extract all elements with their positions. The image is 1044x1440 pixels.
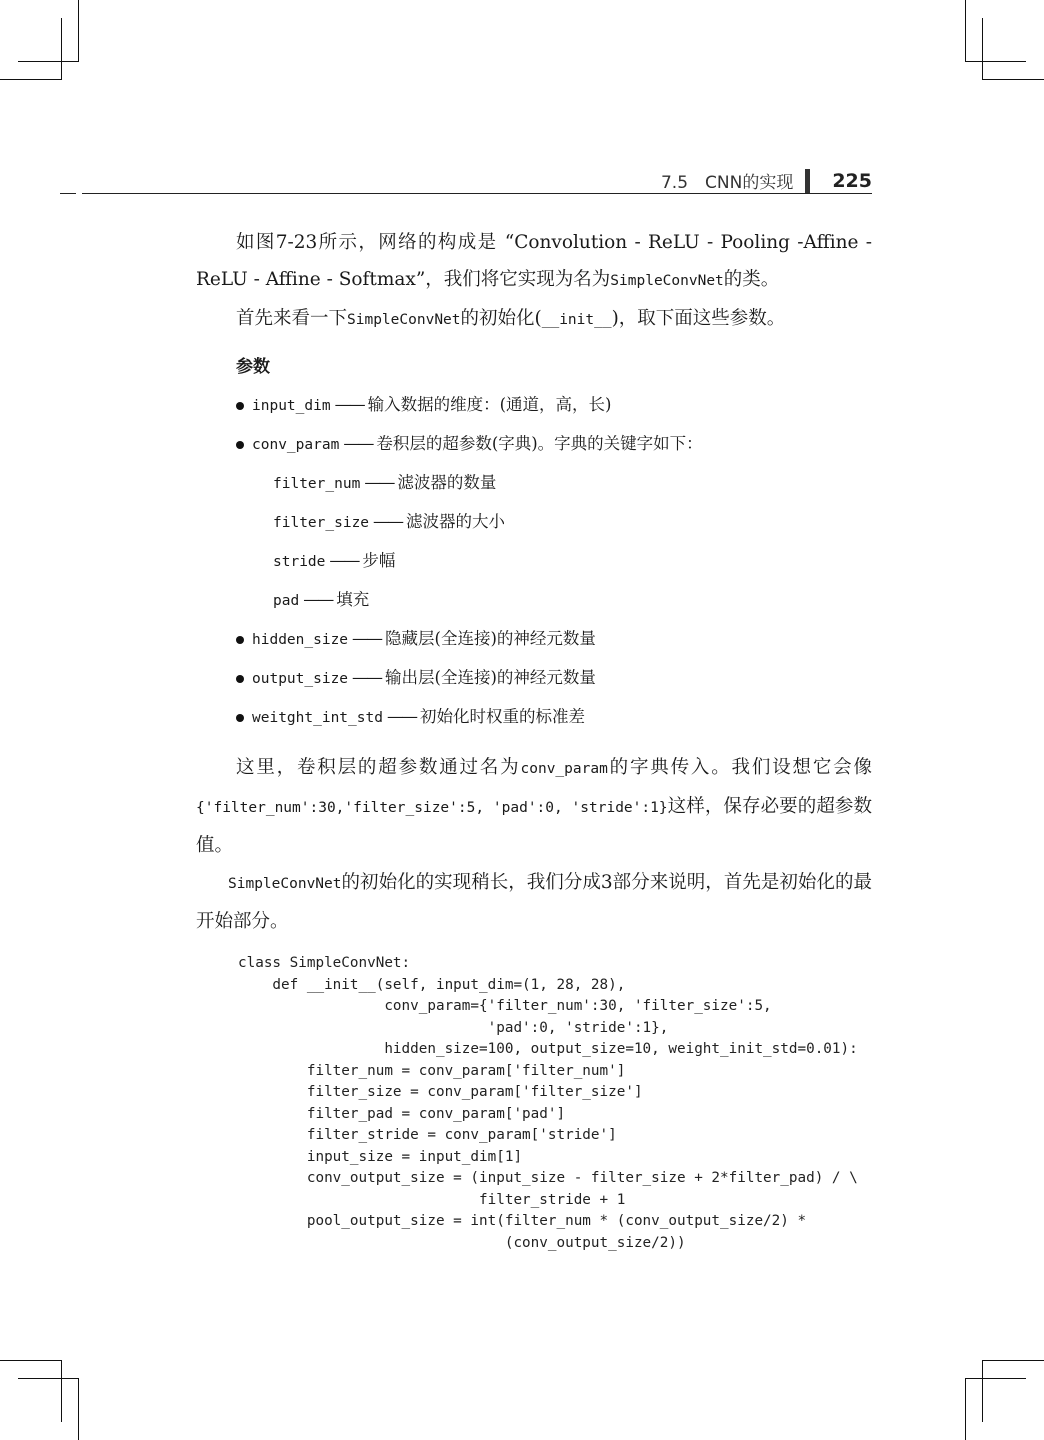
text: )，取下面这些参数。 — [611, 308, 786, 329]
code-inline: __init__ — [541, 312, 612, 328]
code-inline: SimpleConvNet — [228, 876, 342, 892]
running-header — [661, 168, 872, 193]
list-item — [236, 542, 872, 581]
list-item — [236, 620, 872, 659]
param-desc: 输入数据的维度：(通道，高，长) — [367, 395, 612, 414]
code-inline: SimpleConvNet — [347, 312, 461, 328]
list-item — [236, 425, 872, 464]
text: 如图7-23所示，网络的构成是 “Convolution - ReLU - Pooling -Affine - ReLU - Affine - Softmax”，我们将它实现为名为 — [196, 232, 872, 290]
param-desc: 卷积层的超参数(字典)。字典的关键字如下： — [376, 434, 703, 453]
bullet-icon — [236, 441, 244, 449]
code-block: class SimpleConvNet: def __init__(self, input_dim=(1, 28, 28), conv_param={'filter_num':30, 'filter_size':5, 'pad':0, 'stride':1}, hidden_size=100, output_size=10, weight_init_std=0.01): filter_num = conv_param['filter_num'] filter_size = conv_param['filter_size'] filter_pad = conv_param['pad'] filter_stride = conv_param['stride'] input_size = input_dim[1] conv_output_size = (input_size - filter_size + 2*filter_pad) / \ filter_stride + 1 pool_output_size = int(filter_num * (conv_output_size/2) * (conv_output_size/2)) — [238, 955, 858, 1251]
paragraph — [196, 864, 872, 940]
code-inline: conv_param — [520, 761, 608, 777]
param-name: output_size — [252, 671, 349, 687]
dash: —— — [329, 551, 359, 570]
text: 首先来看一下 — [236, 308, 348, 329]
param-name: input_dim — [252, 398, 331, 414]
param-desc: 步幅 — [362, 551, 396, 570]
param-desc: 初始化时权重的标准差 — [419, 707, 585, 726]
body-text — [196, 224, 872, 940]
list-item — [236, 464, 872, 503]
bullet-icon — [236, 714, 244, 722]
list-item — [236, 581, 872, 620]
section-title: 7.5 CNN的实现 — [660, 173, 794, 193]
dash: —— — [386, 707, 416, 726]
code-inline: SimpleConvNet — [610, 273, 724, 289]
list-item — [236, 698, 872, 737]
param-name: weitght_int_std — [252, 710, 383, 726]
bullet-icon — [236, 402, 244, 410]
dash: —— — [334, 395, 364, 414]
dash: —— — [352, 629, 382, 648]
text: 这里，卷积层的超参数通过名为 — [236, 757, 521, 778]
text: 的初始化( — [460, 308, 542, 329]
param-name: stride — [273, 554, 326, 570]
header-rule — [82, 193, 872, 194]
dash: —— — [373, 512, 403, 531]
text: 的字典传入。我们设想它会像 — [607, 757, 872, 778]
param-name: filter_size — [273, 515, 370, 531]
header-rule — [60, 193, 76, 194]
code-inline: {'filter_num':30,'filter_size':5, 'pad':0, 'stride':1} — [196, 800, 668, 816]
paragraph — [196, 300, 872, 339]
paragraph — [196, 749, 872, 864]
text: 的初始化的实现稍长，我们分成3部分来说明，首先是初始化的最开始部分。 — [196, 872, 872, 932]
param-desc: 滤波器的数量 — [397, 473, 497, 492]
param-desc: 填充 — [336, 590, 370, 609]
dash: —— — [352, 668, 382, 687]
param-name: hidden_size — [252, 632, 349, 648]
dash: —— — [303, 590, 333, 609]
params-heading: 参数 — [236, 357, 270, 377]
list-item — [236, 386, 872, 425]
page-number: 225 — [832, 169, 872, 192]
dash: —— — [364, 473, 394, 492]
paragraph — [196, 224, 872, 300]
param-name: pad — [273, 593, 300, 609]
header-bar — [805, 169, 810, 193]
list-item — [236, 503, 872, 542]
dash: —— — [343, 434, 373, 453]
param-list — [196, 386, 872, 737]
text: 这样，保存必要的超参数值。 — [196, 796, 872, 856]
param-desc: 隐藏层(全连接)的神经元数量 — [385, 629, 596, 648]
list-item — [236, 659, 872, 698]
bullet-icon — [236, 636, 244, 644]
param-name: conv_param — [252, 437, 340, 453]
param-desc: 输出层(全连接)的神经元数量 — [385, 668, 596, 687]
param-name: filter_num — [273, 476, 361, 492]
bullet-icon — [236, 675, 244, 683]
text: 的类。 — [723, 269, 780, 290]
param-desc: 滤波器的大小 — [406, 512, 506, 531]
